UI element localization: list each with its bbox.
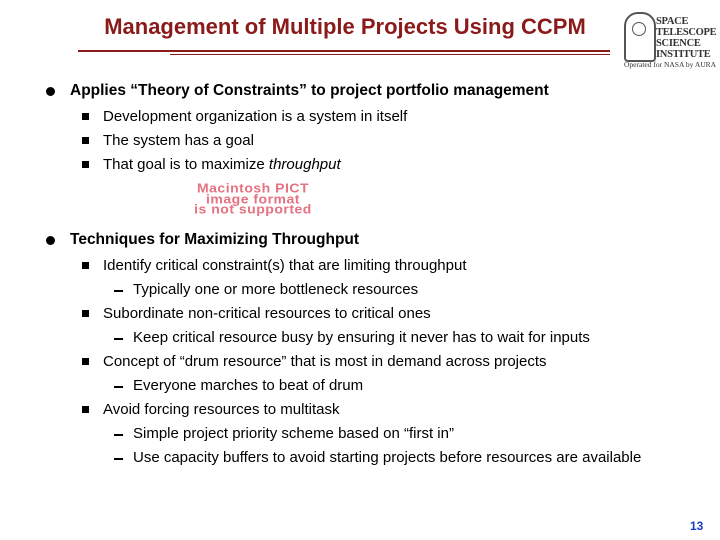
- section2-subitem: Typically one or more bottleneck resources: [133, 281, 419, 298]
- bullet-square-icon: [82, 137, 89, 144]
- item-emphasis: throughput: [268, 156, 341, 173]
- bullet-dot-icon: [46, 87, 55, 96]
- logo-operated-by: Operated for NASA by AURA: [624, 60, 717, 69]
- logo-line: TELESCOPE: [656, 27, 717, 38]
- title-rule: [78, 50, 610, 52]
- logo-line: SCIENCE: [656, 38, 701, 49]
- logo-wordmark: [656, 16, 716, 60]
- section2-subitem: Everyone marches to beat of drum: [133, 377, 364, 394]
- dash-bullet-icon: [114, 386, 123, 388]
- bullet-square-icon: [82, 161, 89, 168]
- dash-bullet-icon: [114, 434, 123, 436]
- placeholder-line: is not supported: [194, 201, 312, 217]
- unsupported-image-placeholder: [150, 180, 356, 217]
- bullet-square-icon: [82, 310, 89, 317]
- section1-item: [103, 156, 341, 173]
- section2-heading: Techniques for Maximizing Throughput: [70, 231, 360, 248]
- section2-item: Identify critical constraint(s) that are limiting throughput: [103, 257, 467, 274]
- bullet-square-icon: [82, 406, 89, 413]
- slide-title: Management of Multiple Projects Using CCPM: [104, 14, 586, 39]
- item-text: That goal is to maximize: [103, 156, 269, 173]
- placeholder-line: image format: [206, 191, 300, 206]
- section2-item: Concept of “drum resource” that is most in demand across projects: [103, 353, 547, 370]
- placeholder-line: Macintosh PICT: [196, 180, 309, 196]
- dash-bullet-icon: [114, 458, 123, 460]
- logo-line: SPACE: [656, 16, 689, 27]
- section1-heading: Applies “Theory of Constraints” to project portfolio management: [70, 82, 549, 99]
- section2-item: Subordinate non-critical resources to critical ones: [103, 305, 431, 322]
- section1-item: The system has a goal: [103, 132, 254, 149]
- bullet-dot-icon: [46, 236, 55, 245]
- logo-line: INSTITUTE: [656, 49, 711, 60]
- section2-item: Avoid forcing resources to multitask: [103, 401, 340, 418]
- title-rule-thin: [170, 54, 610, 55]
- logo-emblem: [624, 12, 656, 62]
- bullet-square-icon: [82, 262, 89, 269]
- dash-bullet-icon: [114, 290, 123, 292]
- bullet-square-icon: [82, 113, 89, 120]
- bullet-square-icon: [82, 358, 89, 365]
- dash-bullet-icon: [114, 338, 123, 340]
- section2-subitem: Simple project priority scheme based on “first in”: [133, 425, 454, 442]
- section2-subitem: Keep critical resource busy by ensuring it never has to wait for inputs: [133, 329, 590, 346]
- section1-item: Development organization is a system in itself: [103, 108, 408, 125]
- page-number: 13: [690, 519, 704, 533]
- stsci-logo: [622, 10, 717, 69]
- section2-subitem: Use capacity buffers to avoid starting projects before resources are available: [133, 449, 642, 466]
